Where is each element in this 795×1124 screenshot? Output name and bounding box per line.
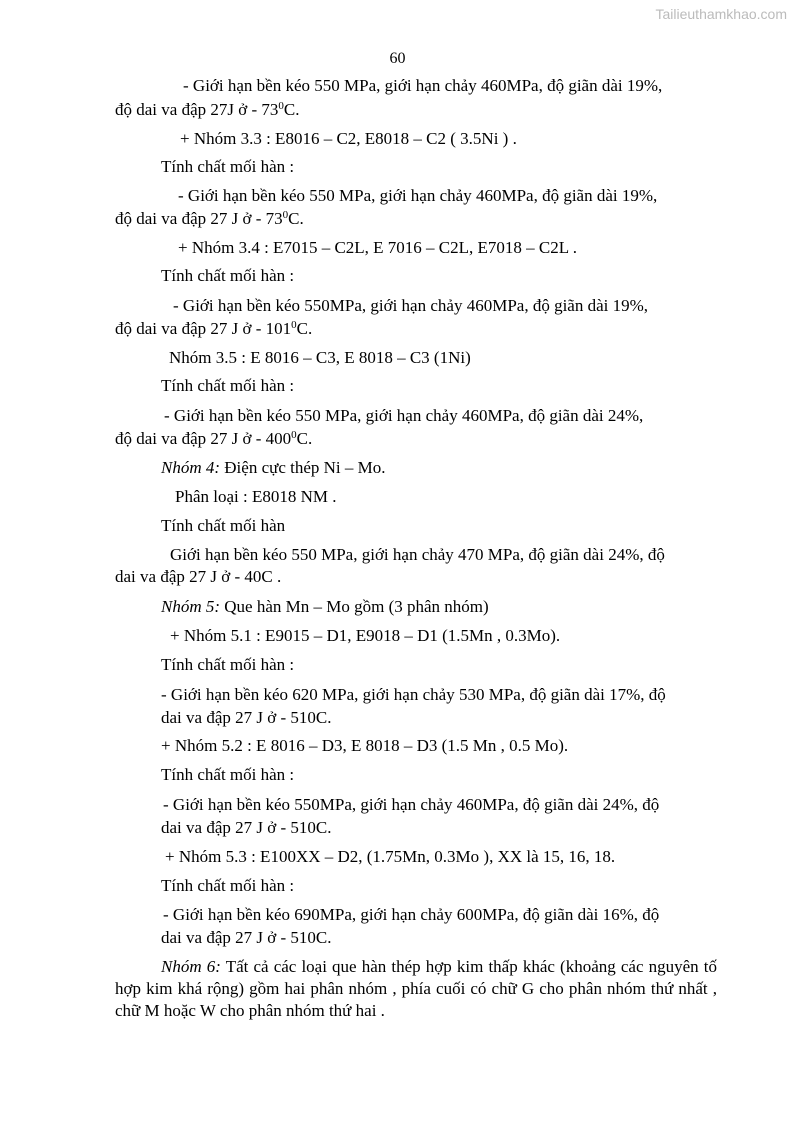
text-line: dai va đập 27 J ở - 40C . <box>115 567 282 586</box>
text-line: - Giới hạn bền kéo 550 MPa, giới hạn chảy 460MPa, độ giãn dài 24%, <box>164 406 644 425</box>
group-3-5-heading: Nhóm 3.5 : E 8016 – C3, E 8018 – C3 (1Ni) <box>169 348 471 367</box>
watermark: Tailieuthamkhao.com <box>655 6 787 22</box>
group-5-heading: Nhóm 5: Que hàn Mn – Mo gồm (3 phân nhóm) <box>161 597 489 616</box>
group-4-heading: Nhóm 4: Điện cực thép Ni – Mo. <box>161 458 386 477</box>
group-6-paragraph: Nhóm 6: Tất cả các loại que hàn thép hợp kim thấp khác (khoảng các nguyên tố hợp kim khá rộng) gồm hai phân nhóm , phía cuối có chữ G cho phân nhóm thứ nhất , chữ M hoặc W cho phân nhóm thứ hai . <box>115 957 717 1020</box>
weld-properties-label: Tính chất mối hàn : <box>161 266 295 285</box>
weld-properties-label: Tính chất mối hàn : <box>161 376 295 395</box>
text-line: - Giới hạn bền kéo 550MPa, giới hạn chảy 460MPa, độ giãn dài 24%, độ <box>163 795 660 814</box>
text-line: - Giới hạn bền kéo 550MPa, giới hạn chảy 460MPa, độ giãn dài 19%, <box>173 296 649 315</box>
group-3-4-heading: + Nhóm 3.4 : E7015 – C2L, E 7016 – C2L, E7018 – C2L . <box>178 238 578 257</box>
text-line: - Giới hạn bền kéo 550 MPa, giới hạn chảy 460MPa, độ giãn dài 19%, <box>178 186 658 205</box>
text-line: dai va đập 27 J ở - 510C. <box>161 818 332 837</box>
group-3-3-heading: + Nhóm 3.3 : E8016 – C2, E8018 – C2 ( 3.5Ni ) . <box>180 129 517 148</box>
text-line: dai va đập 27 J ở - 510C. <box>161 928 332 947</box>
group-5-3-heading: + Nhóm 5.3 : E100XX – D2, (1.75Mn, 0.3Mo ), XX là 15, 16, 18. <box>165 847 616 866</box>
text-line: Giới hạn bền kéo 550 MPa, giới hạn chảy 470 MPa, độ giãn dài 24%, độ <box>170 545 665 564</box>
page-number: 60 <box>389 50 406 67</box>
text-line: - Giới hạn bền kéo 620 MPa, giới hạn chảy 530 MPa, độ giãn dài 17%, độ <box>161 685 666 704</box>
text-line: độ dai va đập 27 J ở - $400^0C$. <box>115 429 313 448</box>
text-line: - Giới hạn bền kéo 690MPa, giới hạn chảy 600MPa, độ giãn dài 16%, độ <box>163 905 660 924</box>
classification-line: Phân loại : E8018 NM . <box>175 487 337 506</box>
weld-properties-label: Tính chất mối hàn : <box>161 876 295 895</box>
group-5-2-heading: + Nhóm 5.2 : E 8016 – D3, E 8018 – D3 (1.5 Mn , 0.5 Mo). <box>161 736 569 755</box>
weld-properties-label: Tính chất mối hàn : <box>161 765 295 784</box>
weld-properties-label: Tính chất mối hàn : <box>161 157 295 176</box>
text-line: - Giới hạn bền kéo 550 MPa, giới hạn chảy 460MPa, độ giãn dài 19%, <box>183 76 663 95</box>
weld-properties-label: Tính chất mối hàn : <box>161 655 295 674</box>
text-line: độ dai va đập 27 J ở - $73^0C$. <box>115 209 304 228</box>
group-5-1-heading: + Nhóm 5.1 : E9015 – D1, E9018 – D1 (1.5Mn , 0.3Mo). <box>170 626 561 645</box>
text-line: độ dai va đập 27J ở - $73^0C$. <box>115 100 300 119</box>
text-line: độ dai va đập 27 J ở - $101^0C$. <box>115 319 313 338</box>
weld-properties-label: Tính chất mối hàn <box>161 516 286 535</box>
text-line: dai va đập 27 J ở - 510C. <box>161 708 332 727</box>
